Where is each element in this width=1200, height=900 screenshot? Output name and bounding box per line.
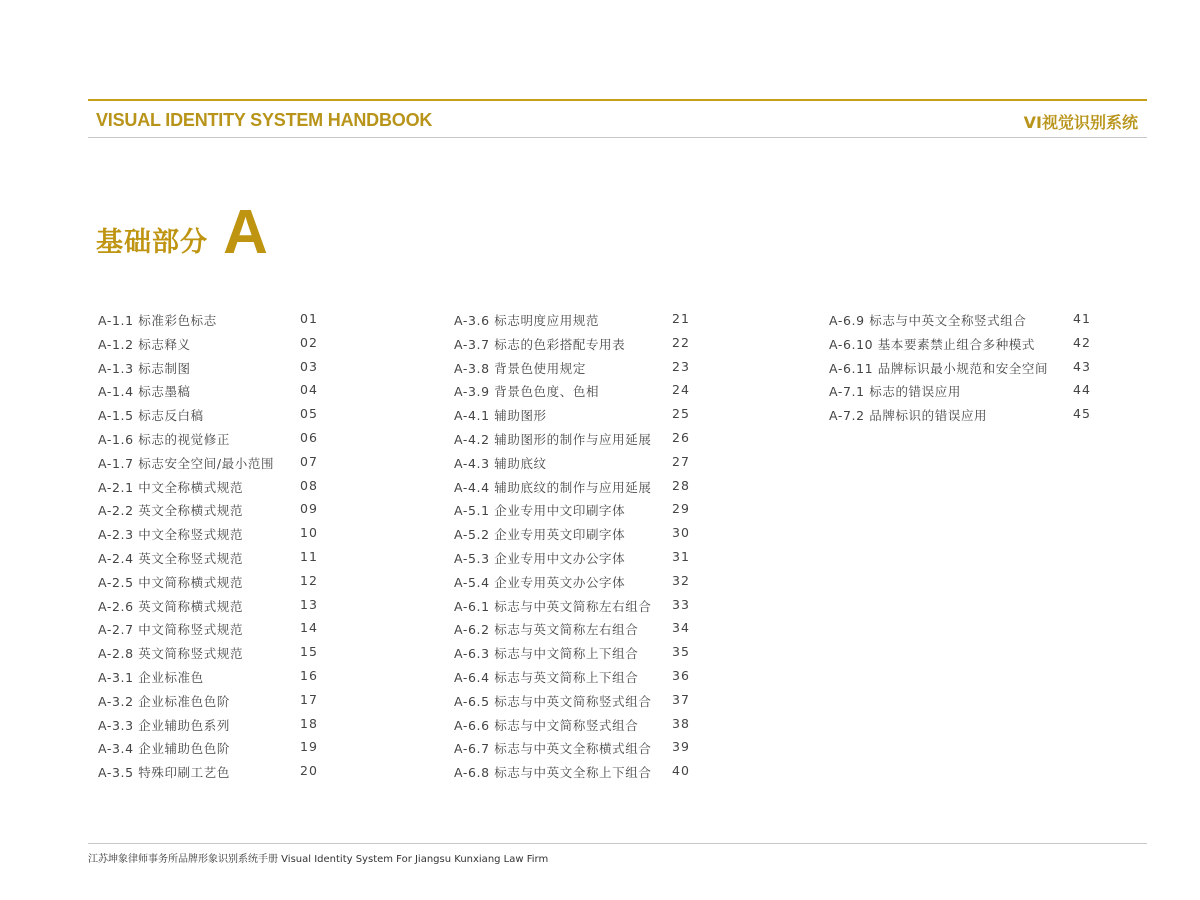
toc-entry-page: 44 [1073, 382, 1091, 398]
toc-entry [829, 308, 1099, 332]
toc-entry-label: A-7.1 标志的错误应用 [829, 384, 961, 400]
toc-entry-page: 17 [300, 691, 318, 707]
toc-entry-page: 15 [300, 644, 318, 660]
toc-entry-page: 28 [672, 477, 690, 493]
toc-entry-label: A-2.1 中文全称横式规范 [98, 479, 244, 495]
toc-entry [454, 308, 694, 332]
section-title [96, 198, 268, 267]
footer-rule [88, 843, 1147, 844]
toc-entry-label: A-6.9 标志与中英文全称竖式组合 [829, 313, 1027, 328]
toc-entry [98, 379, 328, 403]
footer-text: 江苏坤象律师事务所品牌形象识别系统手册 Visual Identity System For Jiangsu Kunxiang Law Firm [88, 854, 549, 865]
toc-entry-label: A-5.4 企业专用英文办公字体 [454, 574, 626, 590]
toc-entry-label: A-3.1 企业标准色 [98, 669, 204, 685]
toc-entry-page: 32 [672, 572, 690, 588]
toc-entry-label: A-6.6 标志与中文简称竖式组合 [454, 717, 639, 733]
toc-entry-page: 45 [1073, 406, 1091, 422]
toc-entry-page: 41 [1073, 311, 1091, 326]
toc-entry [454, 617, 694, 641]
toc-entry-page: 38 [672, 715, 690, 731]
toc-entry [98, 427, 328, 451]
toc-entry-page: 10 [300, 525, 318, 541]
toc-entry-label: A-3.9 背景色色度、色相 [454, 384, 600, 400]
toc-entry-page: 31 [672, 548, 690, 564]
toc-entry [454, 522, 694, 546]
toc-entry-page: 35 [672, 644, 690, 660]
toc-entry-label: A-4.3 辅助底纹 [454, 455, 547, 471]
toc-entry-page: 30 [672, 525, 690, 541]
toc-entry-page: 11 [300, 548, 318, 564]
toc-entry-label: A-2.8 英文简称竖式规范 [98, 646, 244, 662]
toc-entry-page: 24 [672, 382, 690, 398]
toc-entry-label: A-5.1 企业专用中文印刷字体 [454, 503, 626, 519]
toc-entry [454, 665, 694, 689]
toc-entry-label: A-7.2 品牌标识的错误应用 [829, 408, 988, 424]
toc-entry [98, 498, 328, 522]
toc-entry [98, 570, 328, 594]
toc-entry-page: 08 [300, 477, 318, 493]
toc-column-3 [829, 308, 1099, 427]
page-header [88, 101, 1147, 138]
toc-entry [98, 546, 328, 570]
toc-entry-page: 18 [300, 715, 318, 731]
toc-entry-label: A-2.4 英文全称竖式规范 [98, 550, 244, 566]
toc-entry [829, 379, 1099, 403]
toc-entry-label: A-1.4 标志墨稿 [98, 384, 191, 400]
toc-entry [454, 760, 694, 784]
toc-entry-page: 42 [1073, 334, 1091, 350]
toc-entry-label: A-3.4 企业辅助色色阶 [98, 741, 230, 757]
toc-entry-label: A-6.1 标志与中英文简称左右组合 [454, 598, 652, 614]
toc-entry-page: 25 [672, 406, 690, 422]
toc-entry-page: 26 [672, 429, 690, 445]
toc-entry [98, 736, 328, 760]
toc-entry-page: 34 [672, 620, 690, 636]
toc-entry [454, 451, 694, 475]
toc-entry [829, 403, 1099, 427]
toc-entry [98, 356, 328, 380]
toc-entry [454, 475, 694, 499]
toc-entry [454, 332, 694, 356]
toc-entry-label: A-3.8 背景色使用规定 [454, 360, 586, 376]
toc-entry [98, 332, 328, 356]
toc-entry-label: A-1.5 标志反白稿 [98, 408, 204, 424]
toc-entry [98, 594, 328, 618]
toc-entry [98, 475, 328, 499]
toc-entry-page: 37 [672, 691, 690, 707]
toc-entry-page: 21 [672, 311, 690, 326]
toc-entry [98, 665, 328, 689]
toc-entry-page: 36 [672, 667, 690, 683]
toc-entry-label: A-6.3 标志与中文简称上下组合 [454, 646, 639, 662]
section-letter: A [223, 198, 268, 267]
toc-entry [98, 617, 328, 641]
toc-entry-label: A-6.4 标志与英文简称上下组合 [454, 669, 639, 685]
toc-entry-label: A-1.6 标志的视觉修正 [98, 431, 230, 447]
toc-entry-label: A-4.4 辅助底纹的制作与应用延展 [454, 479, 652, 495]
toc-entry [454, 403, 694, 427]
toc-entry-label: A-6.5 标志与中英文简称竖式组合 [454, 693, 652, 709]
toc-entry [454, 641, 694, 665]
toc-entry-page: 20 [300, 763, 318, 779]
toc-entry [454, 498, 694, 522]
toc-entry [98, 713, 328, 737]
toc-entry-page: 14 [300, 620, 318, 636]
toc-entry [98, 760, 328, 784]
toc-entry-page: 13 [300, 596, 318, 612]
toc-entry-page: 22 [672, 334, 690, 350]
toc-entry [454, 713, 694, 737]
toc-entry-label: A-1.1 标准彩色标志 [98, 313, 217, 328]
toc-entry-page: 39 [672, 739, 690, 755]
toc-entry [98, 308, 328, 332]
toc-entry [454, 379, 694, 403]
toc-entry-page: 09 [300, 501, 318, 517]
toc-entry-label: A-2.7 中文简称竖式规范 [98, 622, 244, 638]
toc-entry-label: A-6.11 品牌标识最小规范和安全空间 [829, 360, 1049, 376]
toc-entry-label: A-2.6 英文简称横式规范 [98, 598, 244, 614]
toc-entry [454, 594, 694, 618]
toc-column-1 [98, 308, 328, 784]
toc-entry-label: A-3.2 企业标准色色阶 [98, 693, 230, 709]
toc-entry [98, 689, 328, 713]
toc-entry-label: A-6.10 基本要素禁止组合多种模式 [829, 336, 1035, 352]
toc-entry-page: 01 [300, 311, 318, 326]
header-title-en: VISUAL IDENTITY SYSTEM HANDBOOK [96, 110, 433, 130]
toc-entry-page: 33 [672, 596, 690, 612]
toc-entry-label: A-6.7 标志与中英文全称横式组合 [454, 741, 652, 757]
toc-entry-label: A-5.2 企业专用英文印刷字体 [454, 527, 626, 543]
toc-entry-page: 19 [300, 739, 318, 755]
toc-entry-label: A-1.2 标志释义 [98, 336, 191, 352]
toc-entry [98, 641, 328, 665]
toc-entry [98, 403, 328, 427]
toc-entry [454, 546, 694, 570]
toc-entry-label: A-5.3 企业专用中文办公字体 [454, 550, 626, 566]
toc-entry [454, 356, 694, 380]
toc-entry [829, 332, 1099, 356]
toc-entry-page: 40 [672, 763, 690, 779]
toc-entry-label: A-6.2 标志与英文简称左右组合 [454, 622, 639, 638]
toc-entry [454, 427, 694, 451]
toc-entry-page: 43 [1073, 358, 1091, 374]
section-title-cn: 基础部分 [96, 227, 208, 258]
toc-entry-page: 07 [300, 453, 318, 469]
header-title-cn: VI视觉识别系统 [1023, 113, 1138, 132]
toc-entry-label: A-3.5 特殊印刷工艺色 [98, 765, 230, 781]
toc-entry [454, 736, 694, 760]
toc-entry-page: 03 [300, 358, 318, 374]
toc-entry-label: A-2.5 中文简称横式规范 [98, 574, 244, 590]
header-bottom-rule [88, 137, 1147, 138]
toc-entry [454, 689, 694, 713]
toc-entry-label: A-2.3 中文全称竖式规范 [98, 527, 244, 543]
toc-entry-label: A-3.6 标志明度应用规范 [454, 313, 600, 328]
toc-entry-page: 23 [672, 358, 690, 374]
toc-entry-page: 06 [300, 429, 318, 445]
toc-entry [454, 570, 694, 594]
toc-entry-page: 12 [300, 572, 318, 588]
toc-entry-label: A-6.8 标志与中英文全称上下组合 [454, 765, 652, 781]
toc-entry-label: A-3.7 标志的色彩搭配专用表 [454, 336, 626, 352]
toc-entry-label: A-4.1 辅助图形 [454, 408, 547, 424]
toc-entry-page: 27 [672, 453, 690, 469]
toc-entry [98, 522, 328, 546]
toc-entry-page: 29 [672, 501, 690, 517]
toc-entry-page: 02 [300, 334, 318, 350]
toc-column-2 [454, 308, 694, 784]
toc-entry [829, 356, 1099, 380]
toc-entry-label: A-3.3 企业辅助色系列 [98, 717, 230, 733]
toc-entry-label: A-2.2 英文全称横式规范 [98, 503, 244, 519]
toc-entry [98, 451, 328, 475]
toc-entry-label: A-4.2 辅助图形的制作与应用延展 [454, 431, 652, 447]
toc-entry-page: 04 [300, 382, 318, 398]
toc-entry-page: 16 [300, 667, 318, 683]
toc-entry-page: 05 [300, 406, 318, 422]
toc-entry-label: A-1.3 标志制图 [98, 360, 191, 376]
toc-entry-label: A-1.7 标志安全空间/最小范围 [98, 455, 275, 471]
